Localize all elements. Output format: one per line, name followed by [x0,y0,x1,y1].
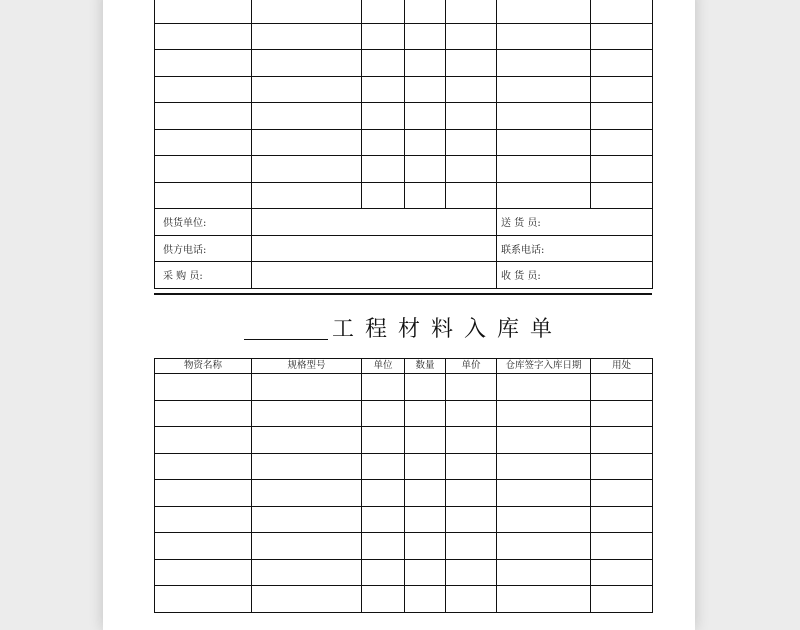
table-cell[interactable] [591,453,653,480]
table-cell [591,76,653,103]
table-cell [155,182,252,209]
table-cell[interactable] [591,506,653,533]
table-cell [591,23,653,50]
table-cell [497,156,591,183]
table-cell [591,50,653,77]
info-value-left [252,262,497,289]
table-cell [252,23,362,50]
form-title: 工程材料入库单 [332,317,564,342]
table-cell[interactable] [446,506,497,533]
table-cell[interactable] [252,427,362,454]
table-row [155,400,653,427]
table-cell[interactable] [155,374,252,401]
table-row [155,182,653,209]
table-row [155,50,653,77]
table-cell [252,156,362,183]
table-cell[interactable] [252,559,362,586]
table-cell [591,103,653,130]
table-cell[interactable] [446,453,497,480]
table-cell[interactable] [155,480,252,507]
table-cell [446,156,497,183]
table-row [155,559,653,586]
table-row [155,453,653,480]
table-cell[interactable] [362,533,405,560]
table-row [155,533,653,560]
table-row [155,129,653,156]
table-cell [252,129,362,156]
table-cell[interactable] [362,480,405,507]
table-cell [362,23,405,50]
table-cell[interactable] [155,400,252,427]
table-cell [497,129,591,156]
table-cell[interactable] [405,586,446,613]
table-cell[interactable] [405,480,446,507]
table-cell[interactable] [155,427,252,454]
stock-in-table [154,358,653,613]
table-cell[interactable] [591,400,653,427]
table-cell [362,129,405,156]
info-value-left [252,235,497,262]
table-cell [362,0,405,23]
table-cell[interactable] [252,586,362,613]
table-cell [155,23,252,50]
table-cell[interactable] [446,374,497,401]
table-cell [446,129,497,156]
table-cell[interactable] [405,374,446,401]
table-cell [252,50,362,77]
table-cell[interactable] [155,559,252,586]
table-cell [446,182,497,209]
table-cell [405,76,446,103]
table-cell [155,50,252,77]
table-cell[interactable] [497,480,591,507]
table-cell[interactable] [155,586,252,613]
table-cell [446,0,497,23]
table-row [155,23,653,50]
table-cell [497,0,591,23]
info-value-left [252,209,497,236]
column-header: 单位 [362,359,405,374]
table-cell[interactable] [497,559,591,586]
table-cell [362,182,405,209]
info-row [155,235,653,262]
table-cell[interactable] [591,559,653,586]
table-cell [155,76,252,103]
table-cell[interactable] [405,453,446,480]
column-header: 用处 [591,359,653,374]
info-label-left: 供货单位: [155,209,252,236]
table-cell[interactable] [155,506,252,533]
table-cell[interactable] [362,374,405,401]
table-cell [405,182,446,209]
table-cell [405,23,446,50]
table-cell [155,103,252,130]
table-cell[interactable] [252,400,362,427]
table-cell[interactable] [591,533,653,560]
table-cell[interactable] [497,400,591,427]
table-cell[interactable] [362,506,405,533]
table-cell [497,23,591,50]
table-cell[interactable] [497,586,591,613]
table-cell [591,129,653,156]
table-cell [446,76,497,103]
table-cell [591,0,653,23]
table-cell [446,103,497,130]
table-cell[interactable] [405,559,446,586]
table-cell [252,103,362,130]
table-cell[interactable] [405,533,446,560]
info-label-right: 送 货 员: [497,209,653,236]
table-cell[interactable] [405,400,446,427]
table-cell[interactable] [362,453,405,480]
info-label-right: 收 货 员: [497,262,653,289]
table-row [155,506,653,533]
table-cell [362,156,405,183]
info-label-right: 联系电话: [497,235,653,262]
table-cell [405,129,446,156]
table-cell [497,76,591,103]
table-cell [446,23,497,50]
table-row [155,586,653,613]
table-cell[interactable] [362,400,405,427]
column-header: 单价 [446,359,497,374]
info-row [155,262,653,289]
info-label-left: 采 购 员: [155,262,252,289]
table-header-row [155,359,653,374]
table-row [155,103,653,130]
table-cell[interactable] [446,427,497,454]
table-cell [405,103,446,130]
table-cell[interactable] [446,533,497,560]
top-form-table [154,0,653,289]
table-cell[interactable] [155,453,252,480]
table-cell [446,50,497,77]
table-cell [155,156,252,183]
table-cell[interactable] [497,453,591,480]
table-cell[interactable] [155,533,252,560]
table-cell[interactable] [362,427,405,454]
table-cell[interactable] [497,427,591,454]
table-row [155,76,653,103]
table-cell[interactable] [591,427,653,454]
table-cell [405,0,446,23]
form-bottom-rule [154,293,652,295]
table-cell[interactable] [252,480,362,507]
table-cell [155,0,252,23]
table-cell[interactable] [252,506,362,533]
table-row [155,480,653,507]
column-header: 数量 [405,359,446,374]
table-cell [405,50,446,77]
table-cell[interactable] [497,374,591,401]
table-cell[interactable] [362,586,405,613]
table-cell[interactable] [405,427,446,454]
table-cell[interactable] [591,374,653,401]
table-row [155,427,653,454]
table-cell[interactable] [252,533,362,560]
table-cell [497,182,591,209]
table-cell[interactable] [252,453,362,480]
table-cell [362,103,405,130]
table-cell [362,50,405,77]
table-cell[interactable] [362,559,405,586]
table-cell [252,182,362,209]
table-row [155,156,653,183]
table-cell [362,76,405,103]
table-cell [252,0,362,23]
table-cell[interactable] [446,400,497,427]
table-cell [497,50,591,77]
table-cell[interactable] [446,480,497,507]
table-cell [155,129,252,156]
table-cell[interactable] [252,374,362,401]
table-row [155,0,653,23]
info-row [155,209,653,236]
table-cell [497,103,591,130]
table-cell [591,156,653,183]
table-cell[interactable] [497,506,591,533]
title-underline-blank [244,339,328,340]
table-cell[interactable] [591,480,653,507]
table-cell [252,76,362,103]
column-header: 规格型号 [252,359,362,374]
table-cell[interactable] [446,559,497,586]
table-row [155,374,653,401]
column-header: 物资名称 [155,359,252,374]
table-cell[interactable] [405,506,446,533]
table-cell [405,156,446,183]
info-label-left: 供方电话: [155,235,252,262]
table-cell[interactable] [497,533,591,560]
table-cell [591,182,653,209]
column-header: 仓库签字入库日期 [497,359,591,374]
table-cell[interactable] [591,586,653,613]
table-cell[interactable] [446,586,497,613]
